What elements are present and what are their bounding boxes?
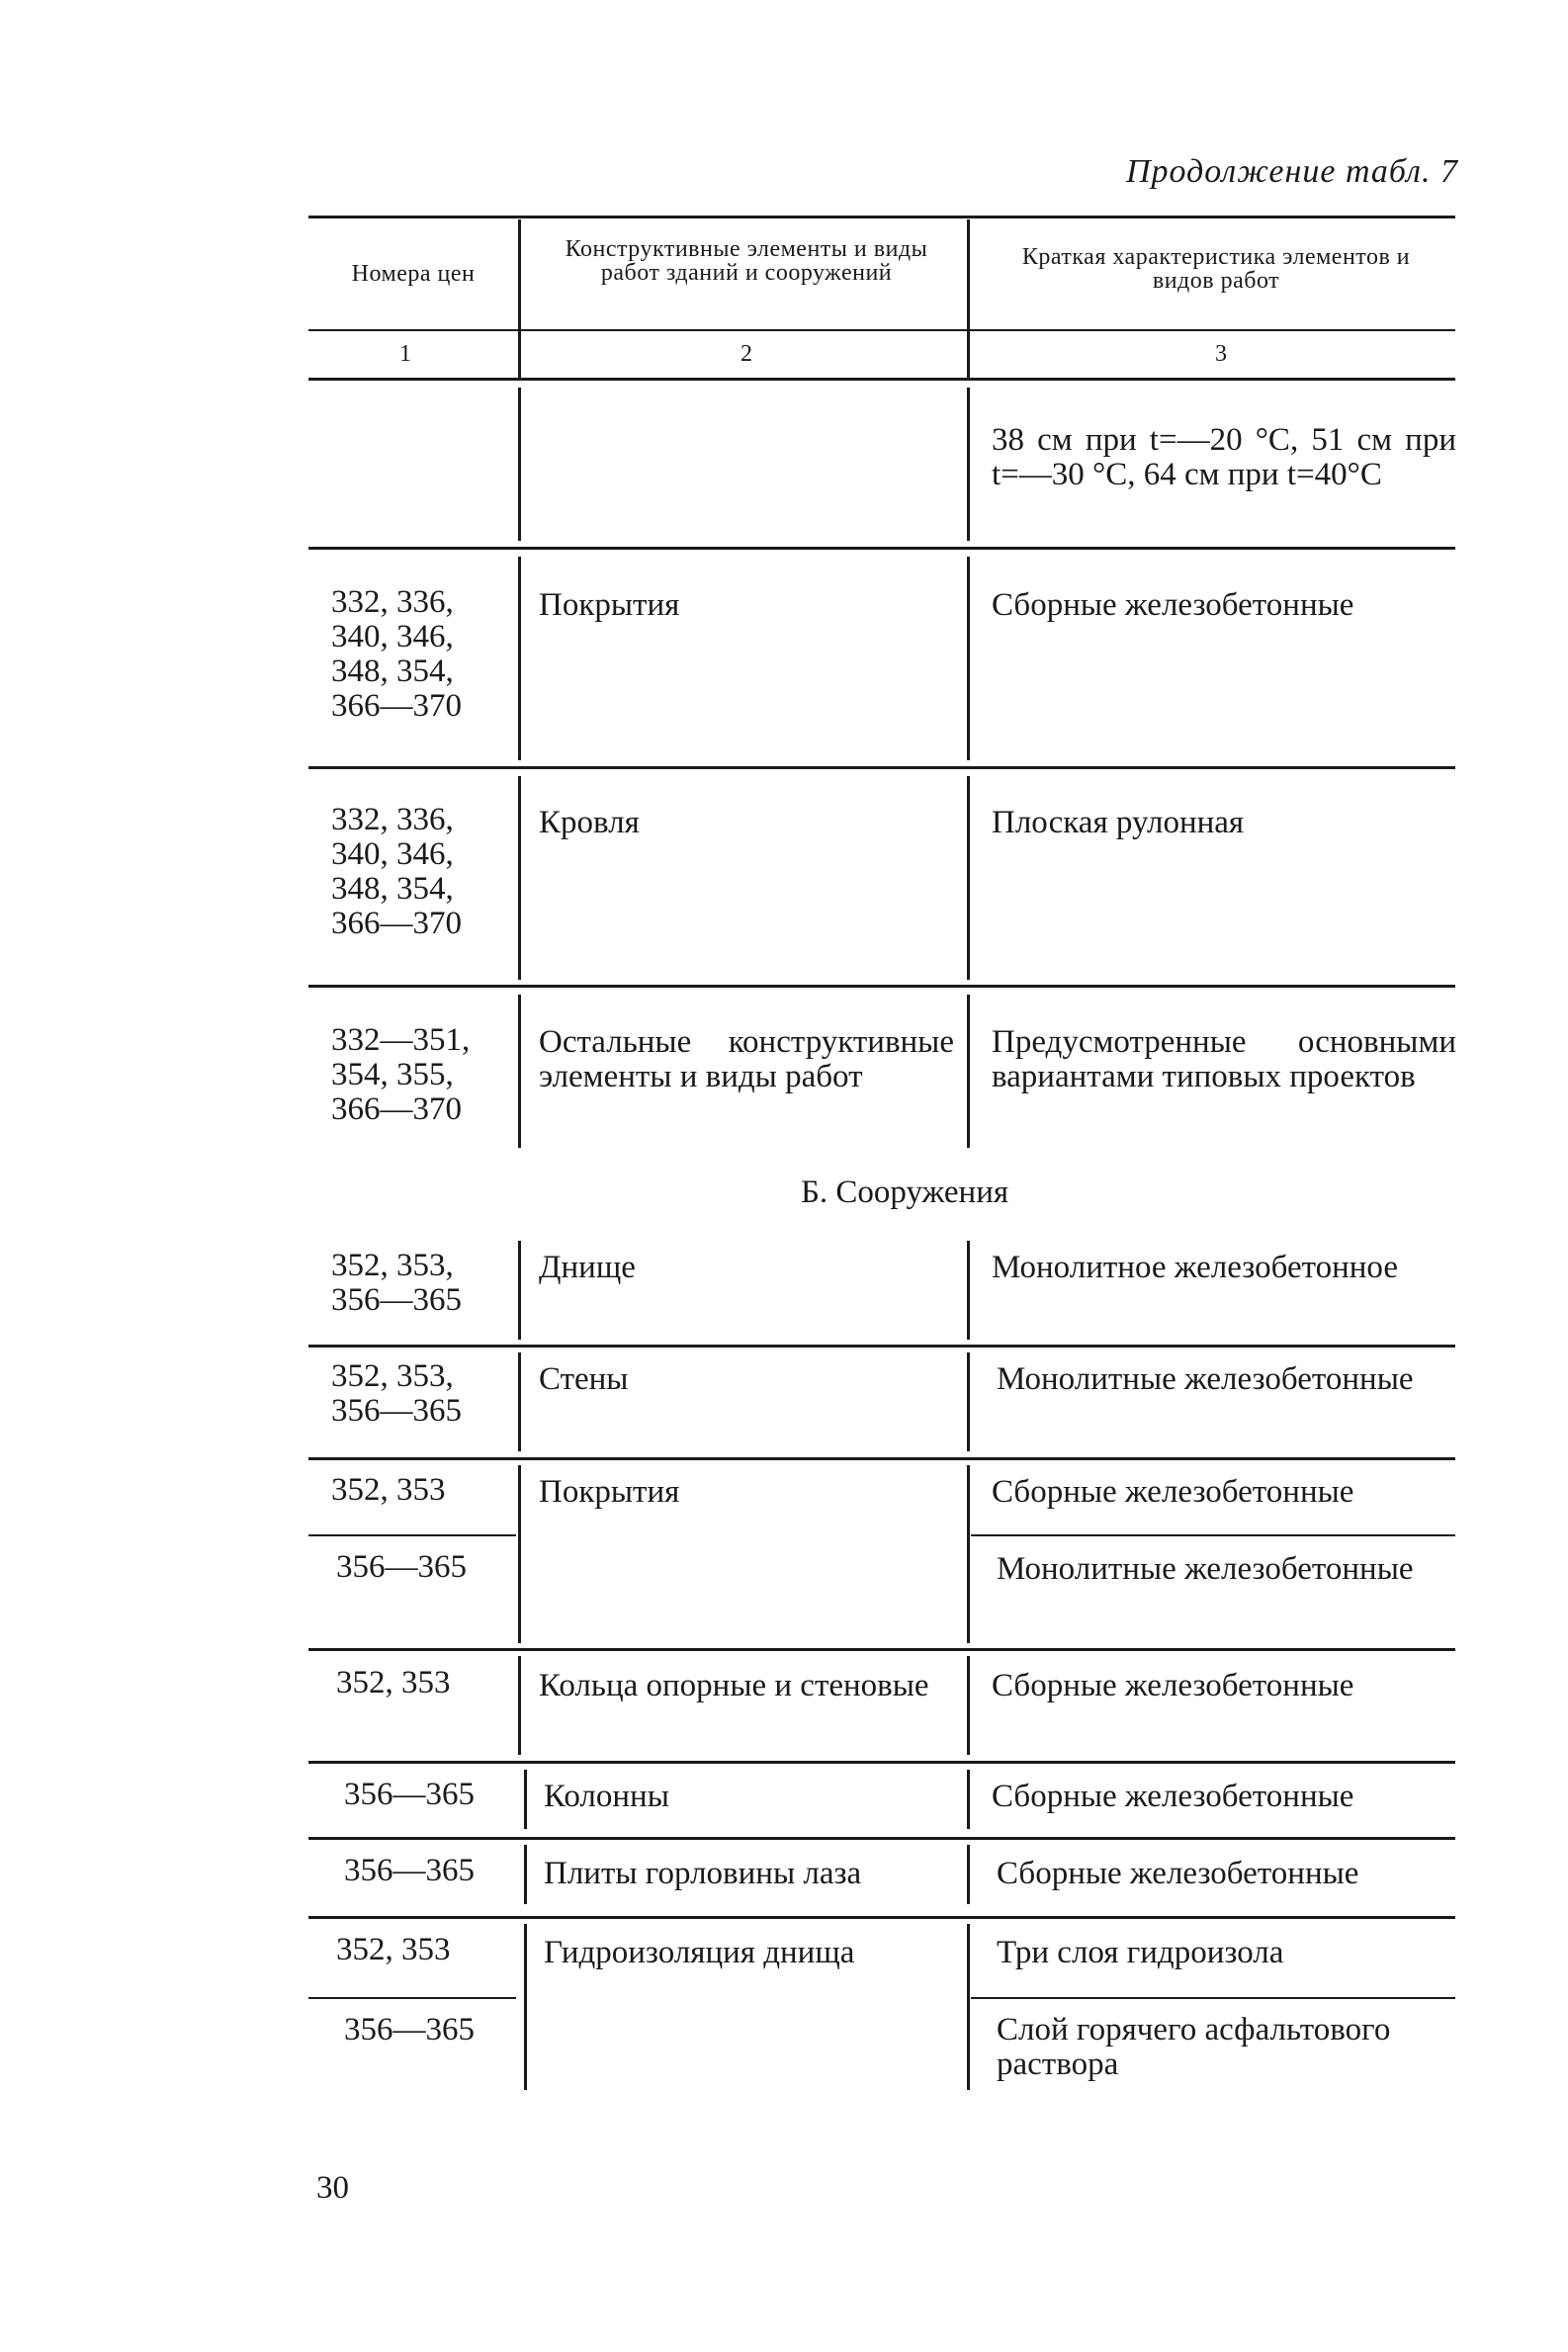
table-top-rule: [308, 216, 1455, 218]
row-prices: 332—351, 354, 355, 366—370: [331, 1022, 471, 1127]
row-prices: 356—365: [344, 1777, 475, 1812]
row-description: Сборные железобетонные: [997, 1856, 1359, 1891]
row-divider: [967, 776, 970, 980]
row-element: Гидроизоляция днища: [544, 1935, 855, 1970]
row-divider: [967, 1241, 970, 1340]
row-element: Плиты горловины лаза: [544, 1856, 862, 1891]
row-rule: [308, 1916, 1455, 1919]
row-element: Днище: [539, 1250, 636, 1285]
subrow-rule-prices: [308, 1534, 516, 1536]
row-divider: [518, 1352, 521, 1451]
row-description: Сборные железобетонные: [992, 587, 1354, 623]
header-elements: Конструктивные элементы и виды работ зданий и сооружений: [565, 236, 928, 286]
row-description: Монолитные железобетонные: [997, 1551, 1414, 1587]
row-element: Кольца опорные и стеновые: [539, 1668, 929, 1703]
row-divider: [524, 1924, 527, 2090]
header-rule-2: [308, 378, 1455, 381]
row-description: Предусмотренные основными вариантами типовых проектов: [992, 1024, 1456, 1094]
row-divider: [518, 557, 521, 760]
row-prices: 356—365: [344, 1853, 475, 1888]
row-element: Покрытия: [539, 587, 680, 623]
row-description: Плоская рулонная: [992, 805, 1245, 840]
row-divider: [524, 1770, 527, 1829]
row-divider: [967, 995, 970, 1148]
row-element: Кровля: [539, 805, 640, 840]
row-divider: [967, 388, 970, 541]
row-element: Остальные конструктивные элементы и виды работ: [539, 1024, 954, 1094]
header-divider-1: [518, 219, 521, 378]
row-divider: [967, 557, 970, 760]
row-divider: [518, 995, 521, 1148]
row-prices: 332, 336, 340, 346, 348, 354, 366—370: [331, 584, 462, 724]
header-number-2: 2: [740, 341, 752, 367]
row-rule: [308, 1648, 1455, 1651]
row-description: 38 см при t=—20 °С, 51 см при t=—30 °С, 64 см при t=40°С: [992, 422, 1456, 492]
row-prices: 352, 353: [336, 1665, 451, 1700]
row-description: Сборные железобетонные: [992, 1474, 1354, 1510]
row-divider: [967, 1924, 970, 2090]
row-prices: 352, 353: [336, 1932, 451, 1967]
row-rule: [308, 766, 1455, 769]
row-divider: [518, 388, 521, 541]
row-rule: [308, 1345, 1455, 1348]
row-description: Сборные железобетонные: [992, 1668, 1354, 1703]
row-divider: [518, 1465, 521, 1643]
subrow-rule-prices: [308, 1997, 516, 1999]
row-divider: [967, 1465, 970, 1643]
row-prices: 356—365: [344, 2012, 475, 2047]
row-prices: 352, 353: [331, 1472, 446, 1508]
row-divider: [967, 1845, 970, 1904]
row-description: Слой горячего асфальтового раствора: [997, 2012, 1391, 2082]
row-element: Покрытия: [539, 1474, 680, 1510]
row-description: Монолитное железобетонное: [992, 1250, 1398, 1285]
row-divider: [518, 1241, 521, 1340]
table-continuation-label: Продолжение табл. 7: [1125, 153, 1458, 190]
row-element: Колонны: [544, 1779, 669, 1814]
header-rule-1: [308, 329, 1455, 331]
row-prices: 352, 353, 356—365: [331, 1248, 462, 1318]
row-description: Монолитные железобетонные: [997, 1361, 1414, 1397]
row-rule: [308, 1837, 1455, 1840]
row-description: Сборные железобетонные: [992, 1779, 1354, 1814]
subrow-rule-description: [971, 1534, 1455, 1536]
header-number-1: 1: [399, 341, 411, 367]
row-prices: 352, 353, 356—365: [331, 1358, 462, 1429]
subrow-rule-description: [971, 1997, 1455, 1999]
page-number: 30: [316, 2170, 349, 2206]
row-description: Три слоя гидроизола: [997, 1935, 1284, 1970]
row-prices: 356—365: [336, 1549, 467, 1585]
row-rule: [308, 547, 1455, 550]
row-divider: [524, 1845, 527, 1904]
header-number-3: 3: [1215, 341, 1227, 367]
row-rule: [308, 985, 1455, 988]
row-divider: [518, 1656, 521, 1755]
row-divider: [518, 776, 521, 980]
section-title: Б. Сооружения: [800, 1175, 1009, 1210]
row-prices: 332, 336, 340, 346, 348, 354, 366—370: [331, 802, 462, 941]
row-divider: [967, 1656, 970, 1755]
row-element: Стены: [539, 1361, 629, 1397]
row-rule: [308, 1457, 1455, 1460]
header-divider-2: [967, 219, 970, 378]
header-prices: Номера цен: [351, 261, 476, 287]
row-divider: [967, 1770, 970, 1829]
row-divider: [967, 1352, 970, 1451]
header-description: Краткая характеристика элементов и видов работ: [1021, 244, 1411, 294]
row-rule: [308, 1761, 1455, 1764]
